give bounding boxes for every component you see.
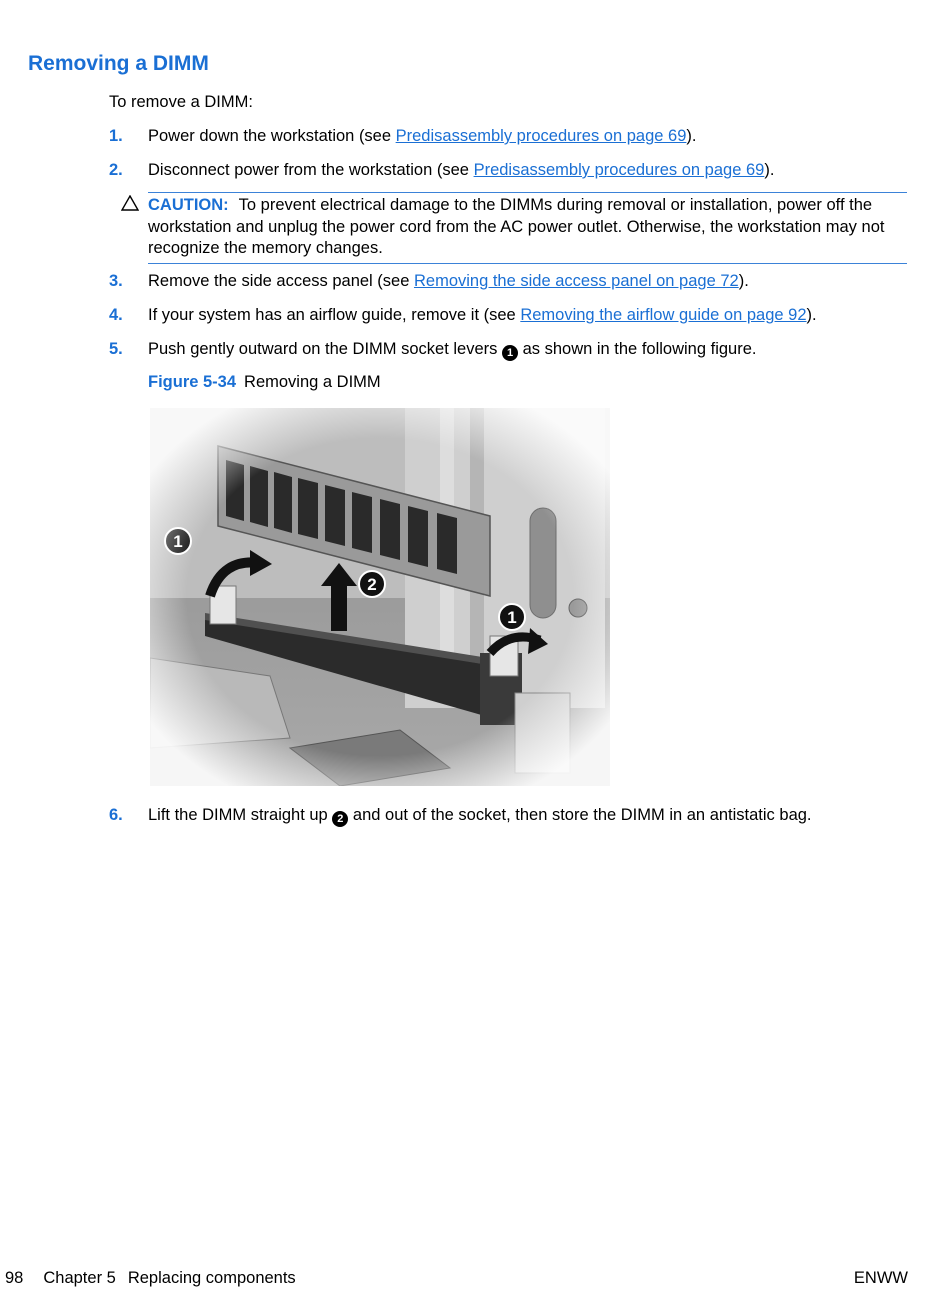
caution-triangle-icon — [121, 195, 139, 211]
callout-2-badge: 2 — [332, 811, 348, 827]
step-text: Lift the DIMM straight up — [148, 806, 333, 824]
chapter-title: Replacing components — [127, 1269, 296, 1287]
step-text-end: and out of the socket, then store the DIMM in an antistatic bag. — [348, 806, 812, 824]
step-text-end: ). — [764, 161, 775, 179]
section-heading: Removing a DIMM — [28, 52, 209, 75]
step-text-end: ). — [686, 127, 697, 145]
caution-note — [148, 192, 907, 264]
predisassembly-link[interactable]: Predisassembly procedures on page 69 — [395, 127, 687, 145]
step-text-end: ). — [806, 306, 817, 324]
figure-title: Removing a DIMM — [244, 373, 381, 391]
side-access-panel-link[interactable]: Removing the side access panel on page 72 — [413, 272, 739, 290]
step-text: Remove the side access panel (see — [148, 272, 414, 290]
step-text: Disconnect power from the workstation (see — [148, 161, 474, 179]
step-number: 5. — [109, 340, 123, 358]
caution-text: To prevent electrical damage to the DIMMs during removal or installation, power off the workstation and unplug the power cord from the AC power outlet. Otherwise, the workstation may not recognize the memory changes. — [148, 196, 885, 257]
footer-left — [5, 1269, 296, 1288]
step-number: 2. — [109, 161, 123, 179]
step-text: Power down the workstation (see — [148, 127, 396, 145]
step-number: 4. — [109, 306, 123, 324]
step-text-end: ). — [738, 272, 749, 290]
airflow-guide-link[interactable]: Removing the airflow guide on page 92 — [520, 306, 807, 324]
step-text: Push gently outward on the DIMM socket levers — [148, 340, 502, 358]
figure-caption — [148, 373, 381, 392]
callout-1-badge: 1 — [502, 345, 518, 361]
predisassembly-link[interactable]: Predisassembly procedures on page 69 — [473, 161, 765, 179]
step-number: 6. — [109, 806, 123, 824]
dimm-removal-figure — [150, 408, 610, 786]
step-text-end: as shown in the following figure. — [518, 340, 757, 358]
page-number: 98 — [5, 1269, 24, 1287]
caution-label: CAUTION: — [148, 196, 229, 214]
intro-text: To remove a DIMM: — [109, 93, 253, 111]
chapter-label: Chapter 5 — [43, 1269, 116, 1287]
step-text: If your system has an airflow guide, remove it (see — [148, 306, 521, 324]
figure-label: Figure 5-34 — [148, 373, 237, 391]
step-number: 1. — [109, 127, 123, 145]
step-number: 3. — [109, 272, 123, 290]
footer-right: ENWW — [853, 1269, 908, 1287]
figure-vignette — [150, 408, 610, 786]
